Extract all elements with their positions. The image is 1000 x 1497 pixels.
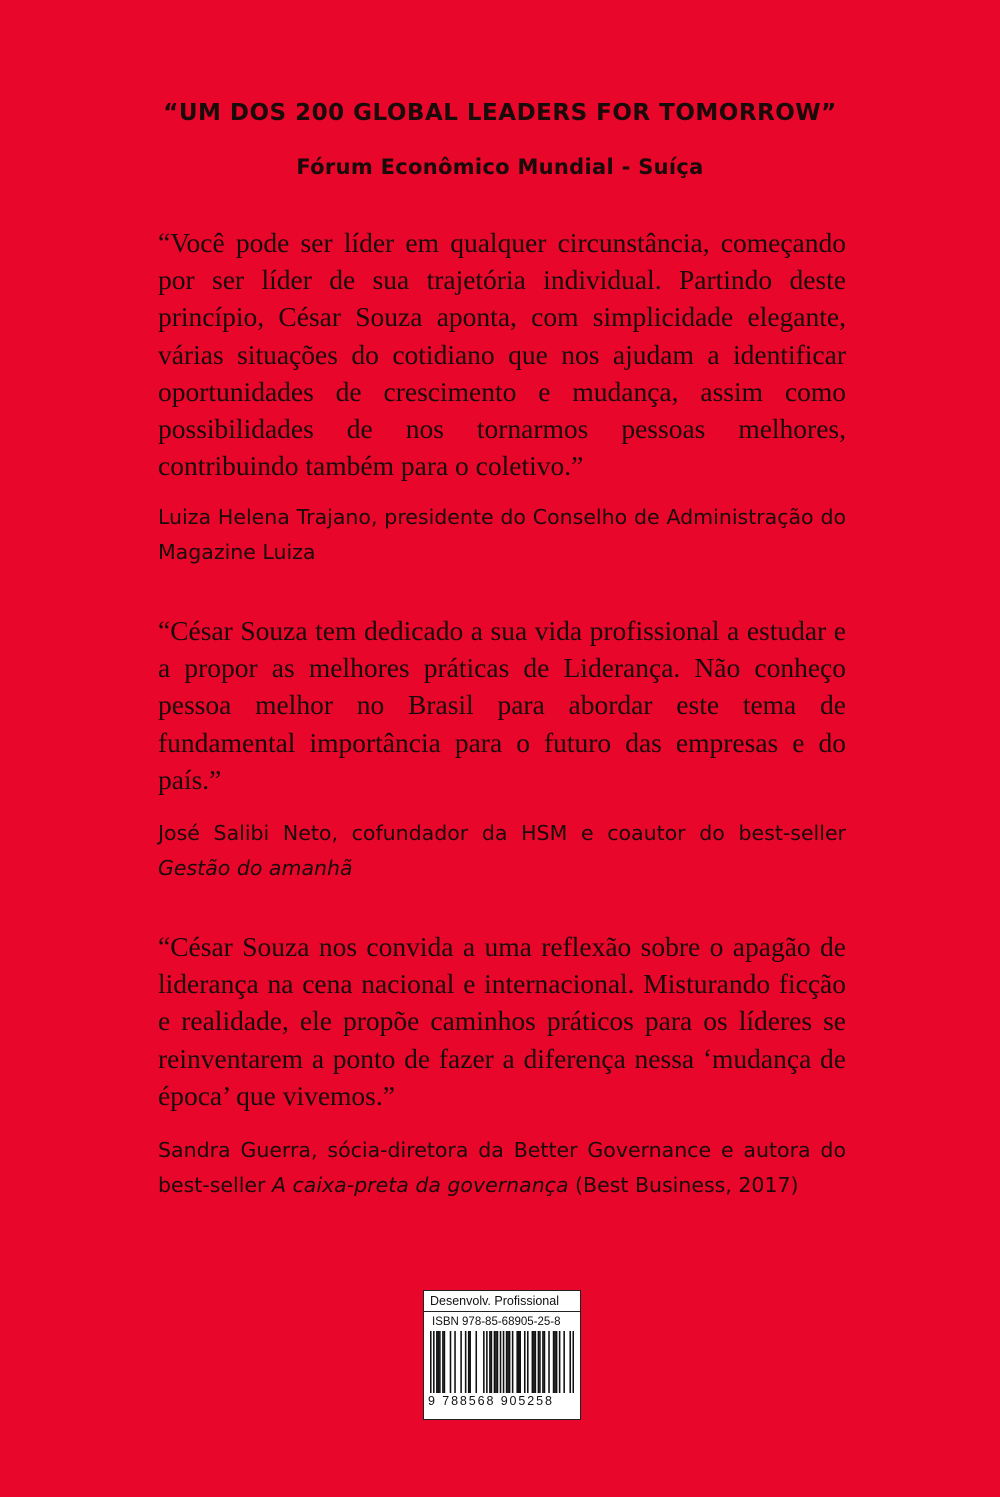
barcode-bar xyxy=(506,1331,508,1393)
testimonial-attribution-2 xyxy=(158,816,846,886)
book-title: A caixa-preta da governança xyxy=(271,1173,569,1197)
barcode-category: Desenvolv. Profissional xyxy=(424,1291,580,1312)
barcode-bar xyxy=(475,1331,477,1393)
testimonial-quote-3: “César Souza nos convida a uma reflexão sobre o apagão de liderança na cena nacional e internacional. Misturando ficção e realidade, ele propõe caminhos práticos para os líderes se reinventarem a ponto de fazer a diferença nessa ‘mudança de época’ que vivemos.” xyxy=(158,931,846,1111)
barcode-bar xyxy=(450,1331,452,1393)
barcode-bar xyxy=(518,1331,520,1393)
barcode-bar xyxy=(548,1331,550,1393)
barcode-bar xyxy=(519,1331,521,1393)
book-title: Gestão do amanhã xyxy=(158,856,353,880)
barcode-bar xyxy=(483,1331,485,1393)
barcode-bar xyxy=(430,1331,432,1393)
barcode-bar xyxy=(556,1331,558,1393)
barcode-digits: 9 788568 905258 xyxy=(428,1394,554,1408)
testimonial-quote-1: “Você pode ser líder em qualquer circunstância, começando por ser líder de sua trajetória individual. Partindo deste princípio, César Souza aponta, com simplicidade elegante, várias situações do cotidiano que nos ajudam a identificar oportunidades de crescimento e mudança, assim como possibilidades de nos tornarmos pessoas melhores, contribuindo também para o coletivo.” xyxy=(158,227,846,482)
barcode-icon xyxy=(430,1331,574,1393)
award-source: Fórum Econômico Mundial - Suíça xyxy=(296,155,704,179)
barcode-bar xyxy=(512,1331,514,1393)
isbn-barcode-label xyxy=(423,1290,581,1420)
barcode-bar xyxy=(433,1331,435,1393)
barcode-bar xyxy=(535,1331,537,1393)
barcode-bar xyxy=(438,1331,440,1393)
testimonial-attribution-1: Luiza Helena Trajano, presidente do Conselho de Administração do Magazine Luiza xyxy=(158,505,846,564)
barcode-bar xyxy=(553,1331,555,1393)
barcode-bar xyxy=(444,1331,446,1393)
barcode-bar xyxy=(532,1331,534,1393)
barcode-bar xyxy=(439,1331,441,1393)
barcode-bar xyxy=(460,1331,462,1393)
barcode-bar xyxy=(572,1331,574,1393)
barcode-bar xyxy=(554,1331,556,1393)
barcode-bar xyxy=(500,1331,502,1393)
barcode-bar xyxy=(559,1331,561,1393)
barcode-bar xyxy=(465,1331,467,1393)
barcode-bar xyxy=(491,1331,493,1393)
barcode-bar xyxy=(538,1331,540,1393)
barcode-bar xyxy=(489,1331,491,1393)
attribution-text: José Salibi Neto, cofundador da HSM e coautor do best-seller xyxy=(158,821,846,845)
barcode-bar xyxy=(503,1331,505,1393)
barcode-bar xyxy=(527,1331,529,1393)
barcode-bar xyxy=(563,1331,565,1393)
barcode-bar xyxy=(436,1331,438,1393)
barcode-bar xyxy=(495,1331,497,1393)
barcode-bar xyxy=(494,1331,496,1393)
award-headline: “UM DOS 200 GLOBAL LEADERS FOR TOMORROW” xyxy=(163,100,837,126)
barcode-bar xyxy=(469,1331,471,1393)
testimonial-quote-2: “César Souza tem dedicado a sua vida profissional a estudar e a propor as melhores práticas de Liderança. Não conheço pessoa melhor no Brasil para abordar este tema de fundamental importância para o futuro das empresas e do país.” xyxy=(158,615,846,795)
barcode-bar xyxy=(486,1331,488,1393)
testimonial-attribution-3 xyxy=(158,1133,846,1203)
barcode-bar xyxy=(509,1331,511,1393)
barcode-bar xyxy=(516,1331,518,1393)
attribution-text: Sandra Guerra, sócia-diretora da Better Governance e autora do best-seller xyxy=(158,1138,846,1197)
attribution-suffix: (Best Business, 2017) xyxy=(568,1173,799,1197)
barcode-bar xyxy=(442,1331,444,1393)
barcode-bar xyxy=(468,1331,470,1393)
isbn-number: ISBN 978-85-68905-25-8 xyxy=(432,1316,561,1328)
barcode-bar xyxy=(454,1331,456,1393)
barcode-bar xyxy=(569,1331,571,1393)
barcode-bar xyxy=(524,1331,526,1393)
barcode-bar xyxy=(507,1331,509,1393)
barcode-bar xyxy=(533,1331,535,1393)
barcode-bar xyxy=(542,1331,544,1393)
barcode-bar xyxy=(497,1331,499,1393)
barcode-bar xyxy=(539,1331,541,1393)
barcode-bar xyxy=(544,1331,546,1393)
